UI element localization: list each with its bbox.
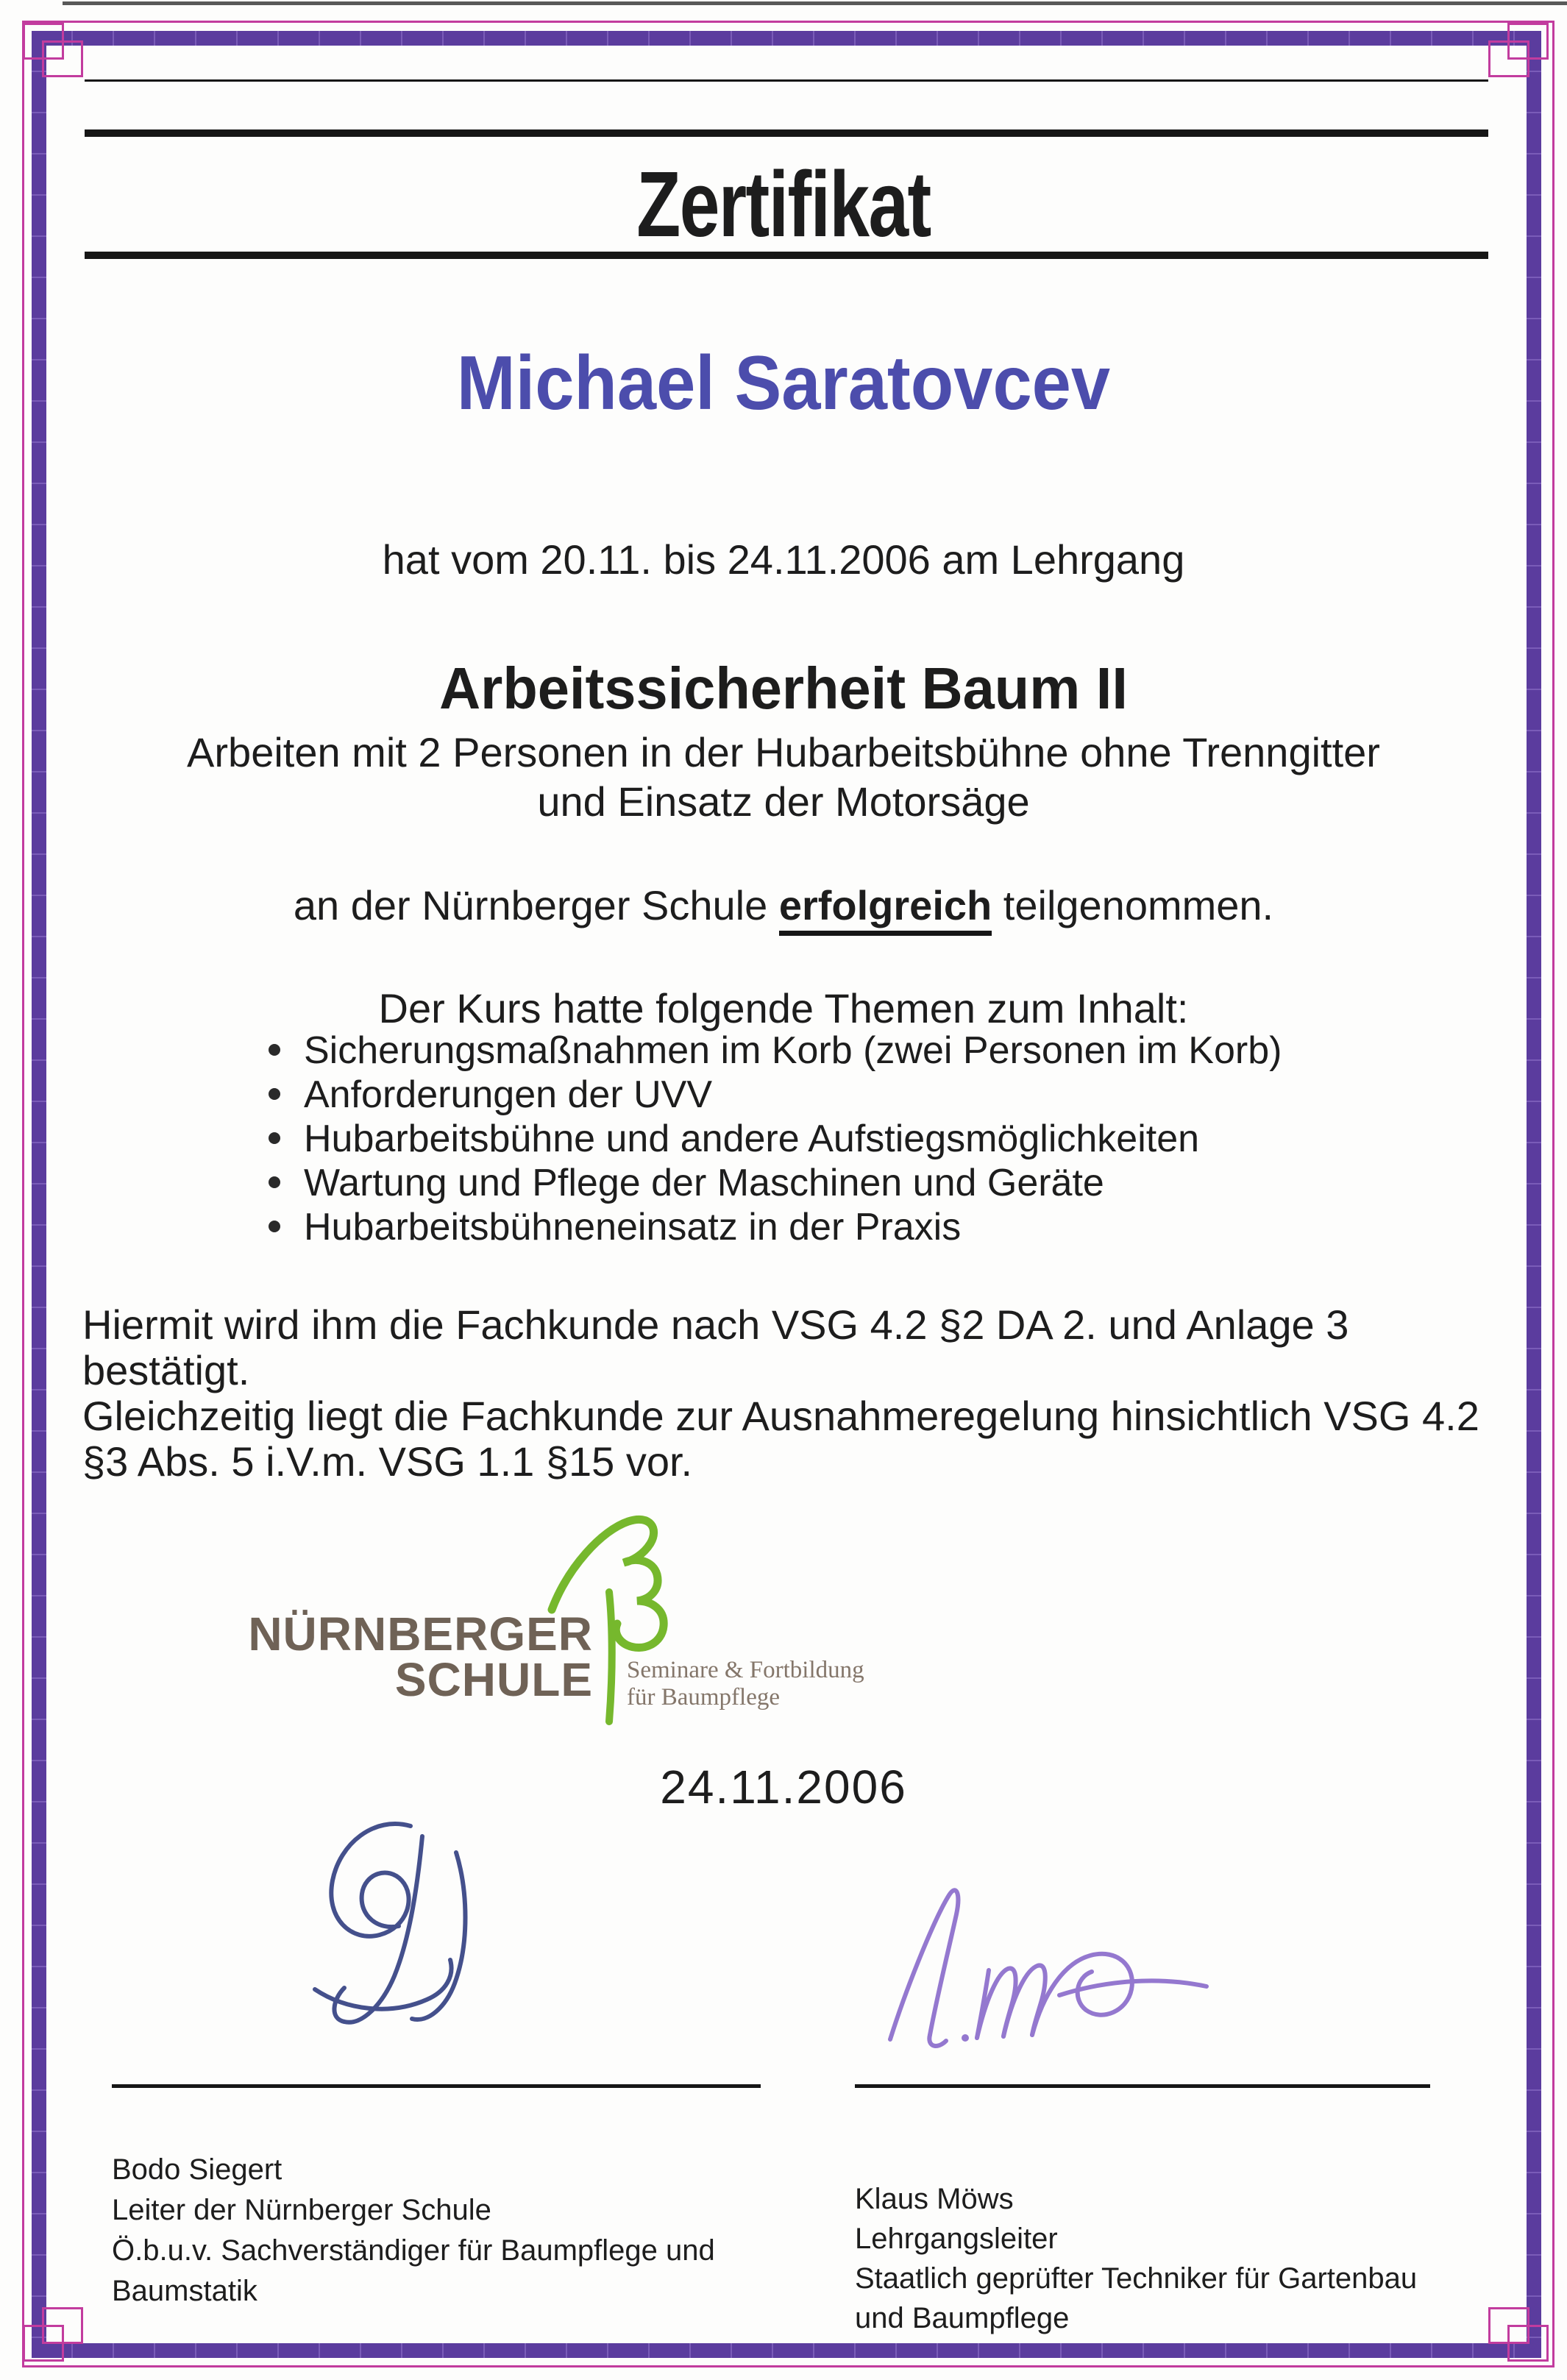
topics-list [269, 1031, 1282, 1252]
signature-right-icon [877, 1876, 1230, 2060]
bullet-icon [269, 1132, 280, 1144]
statement-line: Hiermit wird ihm die Fachkunde nach VSG 4.2 §2 DA 2. und Anlage 3 [82, 1301, 1349, 1348]
frame-band-right [1527, 31, 1541, 2358]
list-item [269, 1031, 1282, 1070]
logo-wordmark [248, 1608, 593, 1706]
bullet-icon [269, 1176, 280, 1188]
signatory-role: Lehrgangsleiter [855, 2223, 1058, 2255]
list-item [269, 1120, 1282, 1158]
topic-label: Anforderungen der UVV [304, 1073, 713, 1116]
participation-highlight: erfolgreich [779, 882, 992, 936]
intro-line: hat vom 20.11. bis 24.11.2006 am Lehrgang [382, 536, 1185, 583]
signatory-role: Staatlich geprüfter Techniker für Gartenbau [855, 2262, 1418, 2295]
participation-prefix: an der Nürnberger Schule [293, 882, 779, 928]
signatory-role: Baumstatik [112, 2275, 257, 2307]
frame-band-left [32, 31, 46, 2358]
signature-rule-right [855, 2084, 1430, 2088]
signatory-role: und Baumpflege [855, 2302, 1070, 2334]
header-rule-thin [85, 79, 1488, 82]
signatory-right [855, 2179, 1417, 2338]
corner-knot-icon [1488, 2307, 1529, 2344]
signatory-name: Klaus Möws [855, 2183, 1014, 2215]
frame-band-bottom [32, 2343, 1541, 2358]
signature-left-icon [300, 1810, 521, 2038]
list-item [269, 1164, 1282, 1202]
topic-label: Wartung und Pflege der Maschinen und Geräte [304, 1162, 1104, 1204]
header-rule-thick-top [85, 129, 1488, 137]
corner-knot-icon [42, 40, 83, 77]
topic-label: Hubarbeitsbühne und andere Aufstiegsmöglichkeiten [304, 1118, 1200, 1160]
statement-line: §3 Abs. 5 i.V.m. VSG 1.1 §15 vor. [82, 1438, 693, 1485]
bullet-icon [269, 1088, 280, 1100]
logo-tagline [627, 1657, 864, 1711]
statement-line: bestätigt. [82, 1347, 250, 1393]
course-subtitle-line2: und Einsatz der Motorsäge [537, 778, 1030, 825]
corner-knot-icon [42, 2307, 83, 2344]
course-title: Arbeitssicherheit Baum II [439, 656, 1128, 721]
bullet-icon [269, 1044, 280, 1056]
list-item [269, 1208, 1282, 1246]
scan-edge-line [63, 1, 1567, 5]
signatory-role: Ö.b.u.v. Sachverständiger für Baumpflege und [112, 2234, 715, 2267]
recipient-name: Michael Saratovcev [456, 341, 1111, 426]
signatory-name: Bodo Siegert [112, 2153, 283, 2186]
course-subtitle-line1: Arbeiten mit 2 Personen in der Hubarbeitsbühne ohne Trenngitter [187, 729, 1380, 775]
page-title: Zertifikat [636, 152, 931, 256]
topic-label: Sicherungsmaßnahmen im Korb (zwei Personen im Korb) [304, 1029, 1282, 1072]
list-item [269, 1073, 1282, 1116]
signatory-role: Leiter der Nürnberger Schule [112, 2194, 491, 2226]
participation-suffix: teilgenommen. [992, 882, 1274, 928]
signatory-left [112, 2150, 715, 2312]
logo-name-line2: SCHULE [394, 1653, 593, 1706]
statement-line: Gleichzeitig liegt die Fachkunde zur Ausnahmeregelung hinsichtlich VSG 4.2 [82, 1393, 1479, 1439]
topic-label: Hubarbeitsbühneneinsatz in der Praxis [304, 1206, 962, 1248]
logo-tagline-line1: Seminare & Fortbildung [627, 1657, 864, 1683]
topics-heading: Der Kurs hatte folgende Themen zum Inhalt: [378, 985, 1189, 1031]
corner-knot-icon [1488, 40, 1529, 77]
logo-tagline-line2: für Baumpflege [627, 1684, 781, 1711]
bullet-icon [269, 1221, 280, 1232]
frame-band-top [32, 31, 1541, 46]
participation-line [0, 881, 1567, 929]
signature-rule-left [112, 2084, 761, 2088]
issue-date: 24.11.2006 [660, 1761, 907, 1814]
logo-name-line1: NÜRNBERGER [248, 1608, 593, 1660]
